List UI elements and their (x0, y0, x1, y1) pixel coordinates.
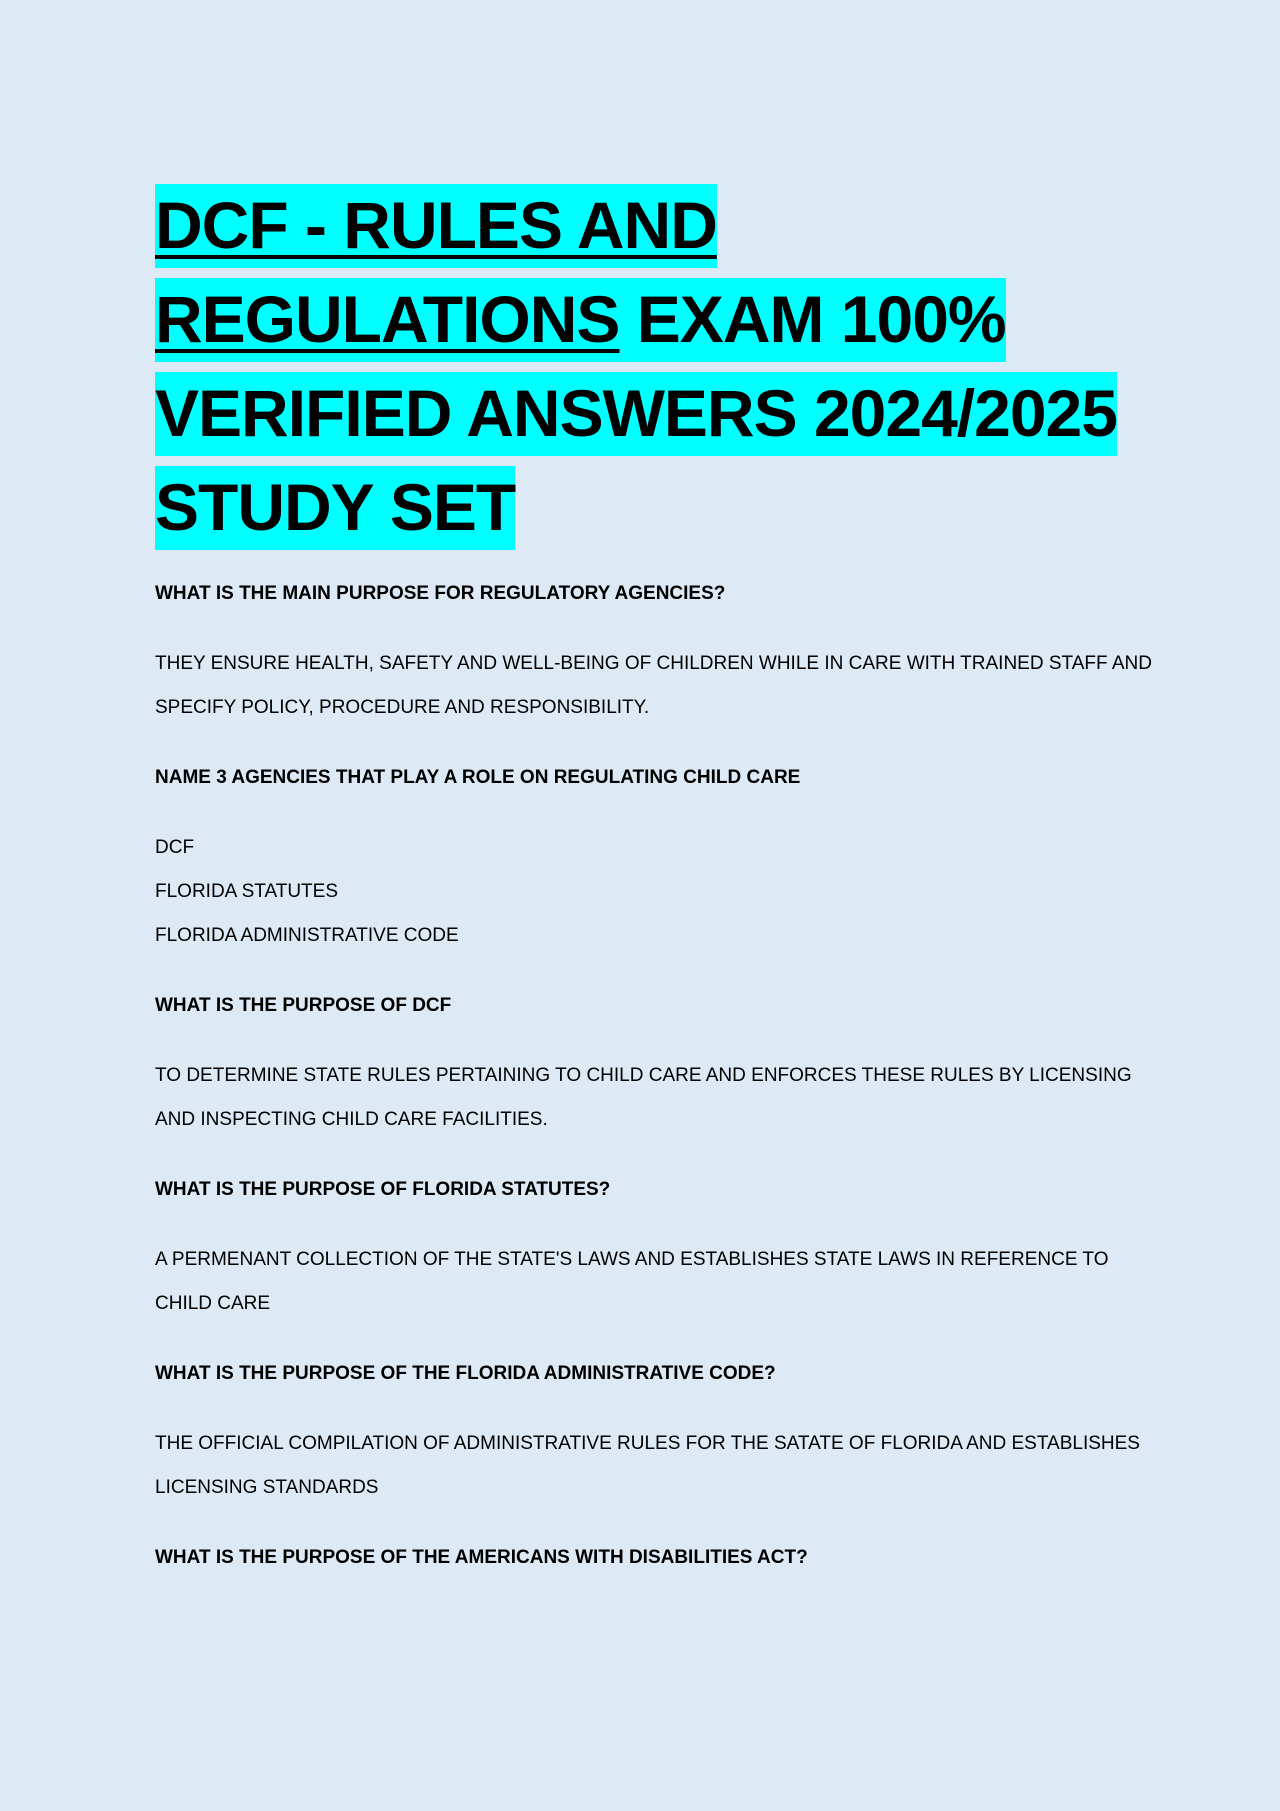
question-1: WHAT IS THE MAIN PURPOSE FOR REGULATORY AGENCIES? (155, 583, 726, 604)
answer-2-line-1: DCF (155, 837, 195, 858)
answer-2 (155, 826, 1160, 958)
answer-2-line-3: FLORIDA ADMINISTRATIVE CODE (155, 925, 459, 946)
question-6: WHAT IS THE PURPOSE OF THE AMERICANS WITH DISABILITIES ACT? (155, 1547, 808, 1568)
title-underlined-part: DCF - RULES AND REGULATIONS (155, 188, 717, 356)
question-2: NAME 3 AGENCIES THAT PLAY A ROLE ON REGULATING CHILD CARE (155, 767, 801, 788)
title-highlight (155, 184, 1117, 550)
question-5: WHAT IS THE PURPOSE OF THE FLORIDA ADMINISTRATIVE CODE? (155, 1363, 776, 1384)
qa-list (155, 572, 1160, 1580)
answer-4: A PERMENANT COLLECTION OF THE STATE'S LAWS AND ESTABLISHES STATE LAWS IN REFERENCE TO CHILD CARE (155, 1249, 1109, 1314)
title-rest: EXAM 100% VERIFIED ANSWERS 2024/2025 STUDY SET (155, 282, 1117, 544)
question-3: WHAT IS THE PURPOSE OF DCF (155, 995, 452, 1016)
answer-5: THE OFFICIAL COMPILATION OF ADMINISTRATIVE RULES FOR THE SATATE OF FLORIDA AND ESTABLISHES LICENSING STANDARDS (155, 1433, 1140, 1498)
answer-3: TO DETERMINE STATE RULES PERTAINING TO CHILD CARE AND ENFORCES THESE RULES BY LICENSING AND INSPECTING CHILD CARE FACILITIES. (155, 1065, 1132, 1130)
document-title (155, 178, 1160, 554)
question-4: WHAT IS THE PURPOSE OF FLORIDA STATUTES? (155, 1179, 611, 1200)
answer-1: THEY ENSURE HEALTH, SAFETY AND WELL-BEING OF CHILDREN WHILE IN CARE WITH TRAINED STAFF AND SPECIFY POLICY, PROCEDURE AND RESPONSIBILITY. (155, 653, 1152, 718)
answer-2-line-2: FLORIDA STATUTES (155, 881, 338, 902)
